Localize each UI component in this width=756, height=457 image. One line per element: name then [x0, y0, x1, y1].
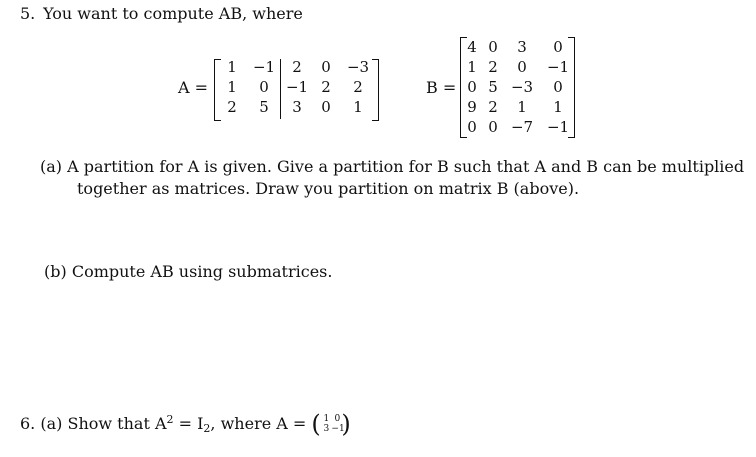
problem-5-number: 5. [20, 4, 36, 23]
problem-5-intro: You want to compute AB, where [43, 4, 303, 23]
matrix-a-cell: 1 [353, 98, 363, 116]
matrix-b-cell: 0 [553, 78, 563, 96]
matrix-b-cell: 1 [553, 98, 563, 116]
matrix-a-label: A = [178, 78, 209, 97]
matrix-b-cell: 3 [517, 38, 527, 56]
matrix-a-cell: 1 [227, 78, 237, 96]
part-b [44, 262, 332, 281]
matrix-a-cell: 3 [292, 98, 302, 116]
problem-6-where: , where A = [210, 414, 307, 433]
matrix-b-cell: −7 [510, 118, 534, 136]
part-a-line2: together as matrices. Draw you partition on matrix B (above). [77, 179, 580, 198]
small-matrix-cell: 0 [334, 413, 341, 424]
problem-5-heading [20, 4, 303, 23]
matrix-b-cell: 0 [553, 38, 563, 56]
problem-6-small-matrix: ( 1 0 3 −1 ) [311, 409, 351, 438]
matrix-a-cell: 5 [259, 98, 269, 116]
matrix-a-cell: −1 [285, 78, 309, 96]
problem-6-part-a-label: (a) [40, 414, 63, 433]
matrix-b-cell: 0 [488, 38, 498, 56]
matrix-a-cell: 2 [321, 78, 331, 96]
problem-6-number: 6. [20, 414, 36, 433]
part-b-label: (b) [44, 262, 67, 281]
matrix-b-cell: −3 [510, 78, 534, 96]
matrix-b-cell: 9 [467, 98, 477, 116]
problem-6 [20, 409, 351, 438]
matrix-a-cell: 2 [353, 78, 363, 96]
part-a-label: (a) [40, 157, 63, 176]
matrix-b-cell: 4 [467, 38, 477, 56]
matrix-a-cell: 2 [292, 58, 302, 76]
part-a [40, 156, 744, 200]
matrix-b-cell: −1 [546, 58, 570, 76]
problem-6-equals: = I [178, 414, 204, 433]
matrix-a-cell: 1 [227, 58, 237, 76]
matrix-b-cell: 0 [467, 118, 477, 136]
matrix-b-cell: 2 [488, 58, 498, 76]
part-a-line1: A partition for A is given. Give a partition for B such that A and B can be multiplied [67, 157, 745, 176]
problem-6-exponent: 2 [166, 413, 174, 426]
matrix-a-cell: 0 [321, 58, 331, 76]
matrix-a-cell: 2 [227, 98, 237, 116]
matrix-b-cell: 1 [517, 98, 527, 116]
matrix-a-cell: −3 [346, 58, 370, 76]
small-matrix-cell: −1 [331, 423, 345, 434]
matrix-a-cell: −1 [252, 58, 276, 76]
small-matrix-cell: 1 [323, 413, 330, 424]
matrix-a-cell: 0 [321, 98, 331, 116]
matrix-b-cell: 2 [488, 98, 498, 116]
matrix-a-cell: 0 [259, 78, 269, 96]
matrix-b-cell: 5 [488, 78, 498, 96]
problem-6-identity-subscript: 2 [203, 422, 211, 435]
matrix-b-cell: 1 [467, 58, 477, 76]
matrix-b-cell: 0 [488, 118, 498, 136]
matrix-b-cell: 0 [517, 58, 527, 76]
problem-6-text: Show that A [67, 414, 167, 433]
matrix-b-label: B = [426, 78, 457, 97]
matrix-b-cell: 0 [467, 78, 477, 96]
small-matrix-cell: 3 [323, 423, 330, 434]
matrix-b-cell: −1 [546, 118, 570, 136]
part-b-text: Compute AB using submatrices. [71, 262, 333, 281]
